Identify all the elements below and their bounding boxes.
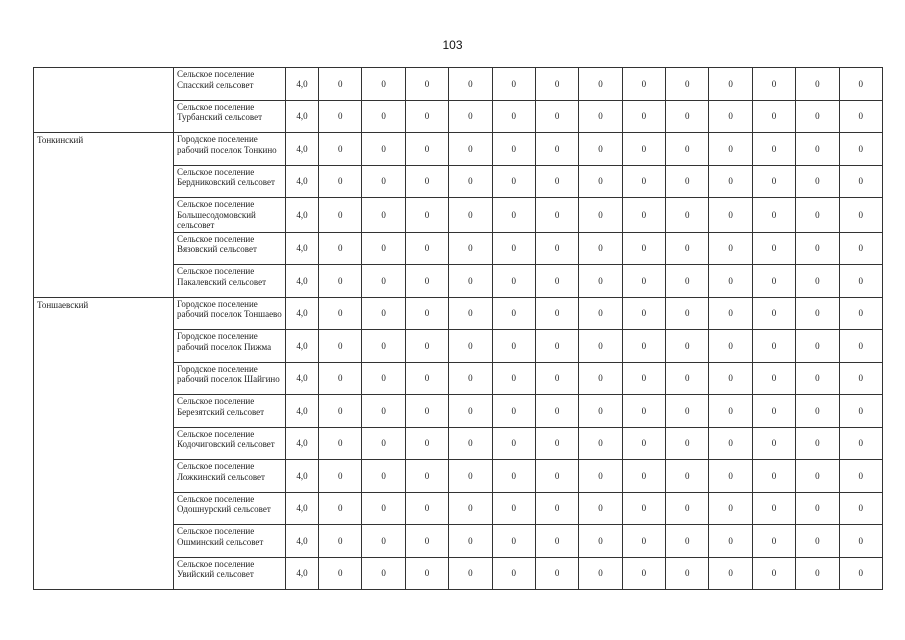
- zero-cell: 0: [449, 265, 492, 298]
- zero-cell: 0: [492, 100, 535, 133]
- zero-cell: 0: [362, 525, 405, 558]
- zero-cell: 0: [319, 395, 362, 428]
- zero-cell: 0: [362, 460, 405, 493]
- zero-cell: 0: [709, 460, 752, 493]
- zero-cell: 0: [622, 165, 665, 198]
- zero-cell: 0: [752, 265, 795, 298]
- settlement-cell: Сельское поселение Ошминский сельсовет: [174, 525, 286, 558]
- zero-cell: 0: [449, 232, 492, 265]
- value-cell: 4,0: [286, 460, 319, 493]
- page-number: 103: [442, 38, 463, 52]
- zero-cell: 0: [492, 395, 535, 428]
- zero-cell: 0: [622, 362, 665, 395]
- zero-cell: 0: [319, 165, 362, 198]
- zero-cell: 0: [579, 198, 622, 233]
- zero-cell: 0: [362, 198, 405, 233]
- zero-cell: 0: [535, 297, 578, 330]
- settlement-cell: Сельское поселение Большесодомовский сельсовет: [174, 198, 286, 233]
- zero-cell: 0: [362, 232, 405, 265]
- zero-cell: 0: [319, 427, 362, 460]
- zero-cell: 0: [535, 492, 578, 525]
- district-cell: Тонкинский: [34, 133, 174, 298]
- zero-cell: 0: [362, 68, 405, 101]
- zero-cell: 0: [839, 100, 882, 133]
- zero-cell: 0: [449, 427, 492, 460]
- settlement-cell: Сельское поселение Вязовский сельсовет: [174, 232, 286, 265]
- zero-cell: 0: [535, 427, 578, 460]
- zero-cell: 0: [579, 297, 622, 330]
- zero-cell: 0: [449, 557, 492, 590]
- zero-cell: 0: [535, 198, 578, 233]
- settlement-cell: Сельское поселение Увийский сельсовет: [174, 557, 286, 590]
- zero-cell: 0: [796, 133, 839, 166]
- zero-cell: 0: [535, 362, 578, 395]
- zero-cell: 0: [535, 100, 578, 133]
- zero-cell: 0: [666, 525, 709, 558]
- zero-cell: 0: [752, 232, 795, 265]
- zero-cell: 0: [319, 557, 362, 590]
- zero-cell: 0: [579, 133, 622, 166]
- zero-cell: 0: [709, 133, 752, 166]
- value-cell: 4,0: [286, 133, 319, 166]
- zero-cell: 0: [319, 525, 362, 558]
- zero-cell: 0: [492, 362, 535, 395]
- zero-cell: 0: [752, 68, 795, 101]
- zero-cell: 0: [405, 265, 448, 298]
- zero-cell: 0: [709, 525, 752, 558]
- zero-cell: 0: [492, 492, 535, 525]
- zero-cell: 0: [535, 232, 578, 265]
- zero-cell: 0: [492, 232, 535, 265]
- zero-cell: 0: [319, 297, 362, 330]
- zero-cell: 0: [622, 460, 665, 493]
- zero-cell: 0: [362, 427, 405, 460]
- zero-cell: 0: [796, 232, 839, 265]
- zero-cell: 0: [796, 198, 839, 233]
- zero-cell: 0: [666, 557, 709, 590]
- zero-cell: 0: [405, 330, 448, 363]
- zero-cell: 0: [535, 557, 578, 590]
- table-row: [34, 68, 883, 101]
- value-cell: 4,0: [286, 492, 319, 525]
- zero-cell: 0: [839, 198, 882, 233]
- zero-cell: 0: [709, 362, 752, 395]
- zero-cell: 0: [492, 198, 535, 233]
- zero-cell: 0: [579, 395, 622, 428]
- zero-cell: 0: [839, 525, 882, 558]
- zero-cell: 0: [449, 165, 492, 198]
- zero-cell: 0: [535, 525, 578, 558]
- zero-cell: 0: [796, 525, 839, 558]
- table-row: [34, 297, 883, 330]
- zero-cell: 0: [319, 68, 362, 101]
- zero-cell: 0: [535, 460, 578, 493]
- zero-cell: 0: [319, 362, 362, 395]
- zero-cell: 0: [752, 362, 795, 395]
- zero-cell: 0: [622, 100, 665, 133]
- zero-cell: 0: [709, 198, 752, 233]
- zero-cell: 0: [666, 133, 709, 166]
- zero-cell: 0: [579, 165, 622, 198]
- zero-cell: 0: [666, 330, 709, 363]
- zero-cell: 0: [362, 492, 405, 525]
- zero-cell: 0: [319, 198, 362, 233]
- zero-cell: 0: [666, 395, 709, 428]
- zero-cell: 0: [622, 395, 665, 428]
- zero-cell: 0: [839, 362, 882, 395]
- value-cell: 4,0: [286, 362, 319, 395]
- district-cell: [34, 68, 174, 133]
- zero-cell: 0: [362, 330, 405, 363]
- zero-cell: 0: [405, 427, 448, 460]
- zero-cell: 0: [535, 330, 578, 363]
- zero-cell: 0: [752, 198, 795, 233]
- settlement-cell: Сельское поселение Кодочиговский сельсовет: [174, 427, 286, 460]
- zero-cell: 0: [449, 198, 492, 233]
- zero-cell: 0: [362, 100, 405, 133]
- zero-cell: 0: [579, 557, 622, 590]
- zero-cell: 0: [492, 133, 535, 166]
- table-row: [34, 133, 883, 166]
- zero-cell: 0: [709, 297, 752, 330]
- zero-cell: 0: [579, 68, 622, 101]
- zero-cell: 0: [796, 395, 839, 428]
- zero-cell: 0: [319, 460, 362, 493]
- zero-cell: 0: [666, 492, 709, 525]
- zero-cell: 0: [622, 557, 665, 590]
- zero-cell: 0: [796, 557, 839, 590]
- zero-cell: 0: [535, 265, 578, 298]
- zero-cell: 0: [449, 68, 492, 101]
- zero-cell: 0: [492, 525, 535, 558]
- zero-cell: 0: [405, 68, 448, 101]
- settlement-cell: Городское поселение рабочий поселок Шайгино: [174, 362, 286, 395]
- zero-cell: 0: [362, 362, 405, 395]
- zero-cell: 0: [492, 165, 535, 198]
- zero-cell: 0: [752, 100, 795, 133]
- zero-cell: 0: [579, 330, 622, 363]
- settlement-cell: Городское поселение рабочий поселок Тонкино: [174, 133, 286, 166]
- zero-cell: 0: [319, 330, 362, 363]
- value-cell: 4,0: [286, 330, 319, 363]
- zero-cell: 0: [492, 330, 535, 363]
- zero-cell: 0: [709, 427, 752, 460]
- zero-cell: 0: [405, 362, 448, 395]
- zero-cell: 0: [622, 198, 665, 233]
- zero-cell: 0: [752, 297, 795, 330]
- zero-cell: 0: [752, 427, 795, 460]
- zero-cell: 0: [839, 395, 882, 428]
- zero-cell: 0: [405, 100, 448, 133]
- zero-cell: 0: [535, 165, 578, 198]
- zero-cell: 0: [319, 265, 362, 298]
- value-cell: 4,0: [286, 100, 319, 133]
- zero-cell: 0: [666, 427, 709, 460]
- value-cell: 4,0: [286, 232, 319, 265]
- zero-cell: 0: [492, 460, 535, 493]
- zero-cell: 0: [666, 165, 709, 198]
- zero-cell: 0: [622, 492, 665, 525]
- zero-cell: 0: [405, 492, 448, 525]
- settlement-cell: Сельское поселение Пакалевский сельсовет: [174, 265, 286, 298]
- zero-cell: 0: [796, 362, 839, 395]
- zero-cell: 0: [622, 427, 665, 460]
- zero-cell: 0: [319, 133, 362, 166]
- zero-cell: 0: [449, 395, 492, 428]
- zero-cell: 0: [839, 460, 882, 493]
- value-cell: 4,0: [286, 198, 319, 233]
- zero-cell: 0: [535, 395, 578, 428]
- zero-cell: 0: [405, 525, 448, 558]
- zero-cell: 0: [405, 460, 448, 493]
- zero-cell: 0: [405, 297, 448, 330]
- zero-cell: 0: [709, 395, 752, 428]
- zero-cell: 0: [362, 133, 405, 166]
- zero-cell: 0: [449, 460, 492, 493]
- zero-cell: 0: [666, 198, 709, 233]
- zero-cell: 0: [709, 492, 752, 525]
- zero-cell: 0: [362, 165, 405, 198]
- zero-cell: 0: [362, 395, 405, 428]
- zero-cell: 0: [839, 68, 882, 101]
- value-cell: 4,0: [286, 265, 319, 298]
- zero-cell: 0: [579, 265, 622, 298]
- zero-cell: 0: [752, 460, 795, 493]
- zero-cell: 0: [666, 460, 709, 493]
- zero-cell: 0: [449, 362, 492, 395]
- value-cell: 4,0: [286, 297, 319, 330]
- settlement-cell: Сельское поселение Бердниковский сельсовет: [174, 165, 286, 198]
- zero-cell: 0: [579, 492, 622, 525]
- zero-cell: 0: [752, 557, 795, 590]
- zero-cell: 0: [449, 100, 492, 133]
- value-cell: 4,0: [286, 165, 319, 198]
- zero-cell: 0: [492, 297, 535, 330]
- zero-cell: 0: [709, 557, 752, 590]
- zero-cell: 0: [796, 165, 839, 198]
- zero-cell: 0: [752, 492, 795, 525]
- zero-cell: 0: [709, 165, 752, 198]
- zero-cell: 0: [752, 395, 795, 428]
- zero-cell: 0: [449, 297, 492, 330]
- zero-cell: 0: [622, 133, 665, 166]
- zero-cell: 0: [579, 100, 622, 133]
- zero-cell: 0: [492, 427, 535, 460]
- zero-cell: 0: [622, 232, 665, 265]
- zero-cell: 0: [622, 330, 665, 363]
- zero-cell: 0: [666, 68, 709, 101]
- zero-cell: 0: [666, 100, 709, 133]
- zero-cell: 0: [709, 232, 752, 265]
- zero-cell: 0: [362, 557, 405, 590]
- zero-cell: 0: [752, 330, 795, 363]
- zero-cell: 0: [796, 100, 839, 133]
- zero-cell: 0: [405, 198, 448, 233]
- zero-cell: 0: [319, 100, 362, 133]
- settlement-cell: Городское поселение рабочий поселок Тоншаево: [174, 297, 286, 330]
- zero-cell: 0: [405, 133, 448, 166]
- zero-cell: 0: [579, 525, 622, 558]
- zero-cell: 0: [796, 68, 839, 101]
- settlement-cell: Сельское поселение Березятский сельсовет: [174, 395, 286, 428]
- zero-cell: 0: [796, 265, 839, 298]
- zero-cell: 0: [579, 460, 622, 493]
- zero-cell: 0: [579, 232, 622, 265]
- zero-cell: 0: [449, 492, 492, 525]
- value-cell: 4,0: [286, 525, 319, 558]
- zero-cell: 0: [492, 265, 535, 298]
- zero-cell: 0: [622, 297, 665, 330]
- value-cell: 4,0: [286, 427, 319, 460]
- zero-cell: 0: [449, 133, 492, 166]
- zero-cell: 0: [622, 525, 665, 558]
- settlement-cell: Сельское поселение Одошнурский сельсовет: [174, 492, 286, 525]
- zero-cell: 0: [579, 427, 622, 460]
- zero-cell: 0: [579, 362, 622, 395]
- zero-cell: 0: [449, 525, 492, 558]
- zero-cell: 0: [796, 460, 839, 493]
- zero-cell: 0: [405, 395, 448, 428]
- district-cell: Тоншаевский: [34, 297, 174, 590]
- zero-cell: 0: [622, 68, 665, 101]
- zero-cell: 0: [839, 232, 882, 265]
- settlement-cell: Сельское поселение Турбанский сельсовет: [174, 100, 286, 133]
- zero-cell: 0: [796, 427, 839, 460]
- zero-cell: 0: [535, 133, 578, 166]
- zero-cell: 0: [319, 232, 362, 265]
- zero-cell: 0: [839, 492, 882, 525]
- zero-cell: 0: [666, 265, 709, 298]
- zero-cell: 0: [405, 557, 448, 590]
- zero-cell: 0: [839, 427, 882, 460]
- value-cell: 4,0: [286, 557, 319, 590]
- zero-cell: 0: [709, 68, 752, 101]
- zero-cell: 0: [839, 165, 882, 198]
- zero-cell: 0: [796, 297, 839, 330]
- zero-cell: 0: [839, 330, 882, 363]
- value-cell: 4,0: [286, 68, 319, 101]
- zero-cell: 0: [752, 165, 795, 198]
- table-body: [34, 68, 883, 590]
- zero-cell: 0: [362, 265, 405, 298]
- zero-cell: 0: [319, 492, 362, 525]
- zero-cell: 0: [839, 557, 882, 590]
- settlement-cell: Сельское поселение Спасский сельсовет: [174, 68, 286, 101]
- zero-cell: 0: [666, 362, 709, 395]
- zero-cell: 0: [752, 525, 795, 558]
- zero-cell: 0: [666, 297, 709, 330]
- zero-cell: 0: [839, 297, 882, 330]
- zero-cell: 0: [449, 330, 492, 363]
- zero-cell: 0: [839, 133, 882, 166]
- zero-cell: 0: [709, 100, 752, 133]
- settlement-cell: Городское поселение рабочий поселок Пижма: [174, 330, 286, 363]
- zero-cell: 0: [492, 557, 535, 590]
- value-cell: 4,0: [286, 395, 319, 428]
- zero-cell: 0: [622, 265, 665, 298]
- settlement-cell: Сельское поселение Ложкинский сельсовет: [174, 460, 286, 493]
- data-table: [33, 67, 883, 590]
- zero-cell: 0: [839, 265, 882, 298]
- zero-cell: 0: [405, 232, 448, 265]
- zero-cell: 0: [362, 297, 405, 330]
- zero-cell: 0: [535, 68, 578, 101]
- zero-cell: 0: [492, 68, 535, 101]
- zero-cell: 0: [709, 265, 752, 298]
- zero-cell: 0: [405, 165, 448, 198]
- zero-cell: 0: [752, 133, 795, 166]
- zero-cell: 0: [796, 492, 839, 525]
- zero-cell: 0: [796, 330, 839, 363]
- zero-cell: 0: [709, 330, 752, 363]
- zero-cell: 0: [666, 232, 709, 265]
